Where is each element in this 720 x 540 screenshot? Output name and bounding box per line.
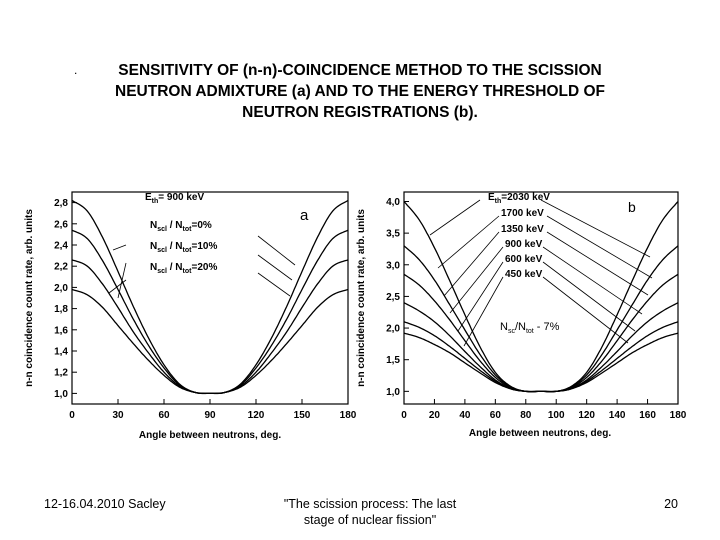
x-tick-label: 100 bbox=[547, 410, 565, 421]
ratio-label-0: $N_{scl} / N_{tot}=0\%$ bbox=[150, 220, 212, 233]
y-tick-label: 3,5 bbox=[386, 228, 400, 240]
energy-label-1: 1700 keV bbox=[501, 208, 544, 219]
chart-a bbox=[24, 192, 357, 441]
x-tick-label: 150 bbox=[293, 410, 311, 421]
figure bbox=[20, 180, 700, 450]
x-tick-label: 20 bbox=[428, 410, 441, 421]
y-tick-label: 2,8 bbox=[54, 198, 68, 210]
y-tick-label: 1,8 bbox=[54, 304, 68, 316]
chart-b-panel-label: b bbox=[628, 199, 636, 215]
y-tick-label: 2,6 bbox=[54, 219, 68, 231]
energy-label-0: $E_{th}=2030$ keV bbox=[488, 192, 550, 205]
chart-b bbox=[356, 192, 687, 439]
chart-a-xlabel: Angle between neutrons, deg. bbox=[138, 430, 282, 441]
x-tick-label: 60 bbox=[489, 410, 501, 421]
y-tick-label: 4,0 bbox=[386, 196, 400, 208]
y-tick-label: 1,2 bbox=[54, 367, 68, 379]
series-line bbox=[404, 246, 678, 392]
ratio-label-2: $N_{scl} / N_{tot}=20\%$ bbox=[150, 262, 218, 275]
y-tick-label: 1,0 bbox=[54, 388, 68, 400]
title-line-2: NEUTRON ADMIXTURE (a) AND TO THE ENERGY THRESHOLD OF bbox=[115, 83, 605, 100]
y-tick-label: 2,0 bbox=[386, 323, 400, 335]
page-number: 20 bbox=[664, 497, 678, 511]
x-tick-label: 120 bbox=[578, 410, 596, 421]
x-tick-label: 180 bbox=[669, 410, 687, 421]
chart-a-ylabel: n-n coincidence count rate, arb. units bbox=[24, 209, 35, 387]
x-tick-label: 180 bbox=[339, 410, 357, 421]
x-tick-label: 90 bbox=[204, 410, 216, 421]
energy-label-2: 1350 keV bbox=[501, 224, 544, 235]
x-tick-label: 120 bbox=[247, 410, 265, 421]
chart-a-annotations bbox=[145, 192, 217, 275]
title-line-1: SENSITIVITY OF (n-n)-COINCIDENCE METHOD TO THE SCISSION bbox=[118, 62, 602, 79]
x-tick-label: 60 bbox=[158, 410, 170, 421]
ratio-label-1: $N_{scl} / N_{tot}=10\%$ bbox=[150, 241, 218, 254]
chart-b-y-ticks bbox=[386, 197, 409, 398]
arrow-line bbox=[464, 277, 503, 346]
arrow-line bbox=[547, 216, 652, 278]
y-tick-label: 1,6 bbox=[54, 325, 68, 337]
title-line-3: NEUTRON REGISTRATIONS (b). bbox=[242, 104, 478, 121]
figure-svg bbox=[20, 180, 700, 450]
series-line bbox=[72, 290, 348, 394]
x-tick-label: 30 bbox=[112, 410, 124, 421]
arrow-line bbox=[438, 216, 499, 268]
footer-title-line-2: stage of nuclear fission" bbox=[303, 513, 437, 527]
y-tick-label: 2,2 bbox=[54, 261, 68, 273]
arrow-line bbox=[543, 247, 642, 314]
footer-title-line-1: "The scission process: The last bbox=[283, 497, 457, 511]
y-tick-label: 3,0 bbox=[386, 260, 400, 272]
x-tick-label: 40 bbox=[459, 410, 471, 421]
y-tick-label: 2,0 bbox=[54, 282, 68, 294]
energy-label-4: 600 keV bbox=[505, 254, 543, 265]
chart-b-xlabel: Angle between neutrons, deg. bbox=[468, 428, 612, 439]
footer-title bbox=[250, 496, 490, 528]
energy-label-5: 450 keV bbox=[505, 269, 543, 280]
energy-label-3: 900 keV bbox=[505, 239, 543, 250]
x-tick-label: 140 bbox=[608, 410, 626, 421]
chart-b-annotations bbox=[488, 192, 560, 335]
y-tick-label: 2,4 bbox=[54, 240, 68, 252]
y-tick-label: 1,0 bbox=[386, 386, 400, 398]
y-tick-label: 1,5 bbox=[386, 355, 400, 367]
arrow-line bbox=[543, 277, 628, 343]
chart-b-x-ticks bbox=[401, 399, 687, 421]
x-tick-label: 0 bbox=[69, 410, 75, 421]
x-tick-label: 0 bbox=[401, 410, 407, 421]
chart-a-panel-label: a bbox=[300, 207, 309, 224]
arrow-line bbox=[258, 273, 290, 296]
series-line bbox=[72, 230, 348, 393]
arrow-line bbox=[113, 245, 126, 250]
arrow-line bbox=[258, 236, 295, 265]
y-tick-label: 1,4 bbox=[54, 346, 68, 358]
ratio-label: $N_{sc}/N_{tot} - 7\%$ bbox=[500, 321, 560, 335]
x-tick-label: 80 bbox=[520, 410, 532, 421]
chart-b-ylabel: n-n coincidence count rate, arb. units bbox=[356, 209, 367, 387]
title-bullet: . bbox=[74, 63, 78, 77]
chart-a-x-ticks bbox=[69, 399, 357, 421]
series-line bbox=[404, 333, 678, 391]
series-line bbox=[404, 303, 678, 392]
footer-date: 12-16.04.2010 Sacley bbox=[44, 497, 166, 511]
slide-title bbox=[60, 60, 660, 123]
arrow-line bbox=[430, 200, 480, 235]
y-tick-label: 2,5 bbox=[386, 291, 400, 303]
energy-label: $E_{th}= 900$ keV bbox=[145, 192, 205, 205]
arrow-line bbox=[547, 232, 648, 295]
x-tick-label: 160 bbox=[639, 410, 656, 421]
chart-a-y-ticks bbox=[54, 198, 77, 400]
arrow-line bbox=[109, 280, 126, 293]
